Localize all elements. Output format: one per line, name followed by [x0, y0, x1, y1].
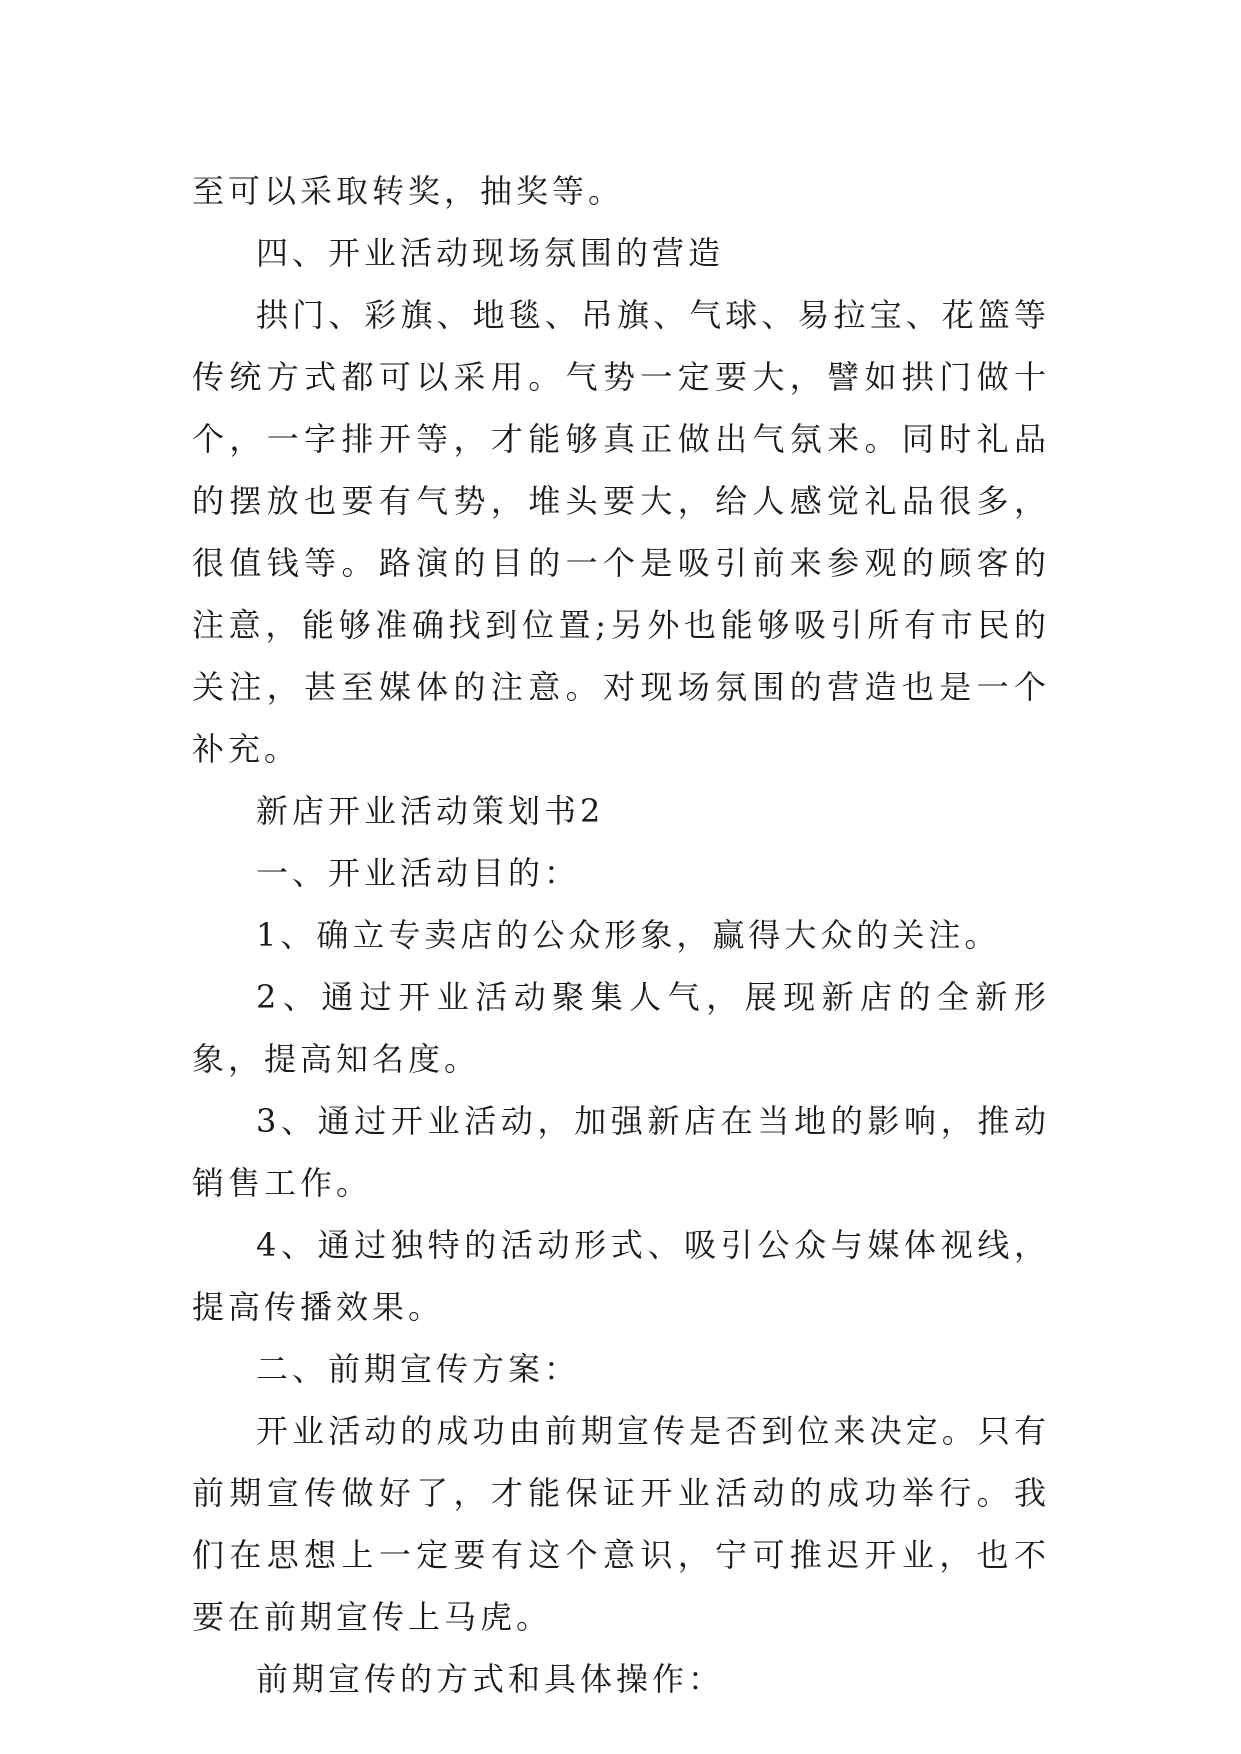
section-heading-purpose: 一、开业活动目的：	[256, 854, 581, 892]
section-heading-promotion: 二、前期宣传方案：	[256, 1350, 581, 1388]
paragraph-atmosphere: 拱门、彩旗、地毯、吊旗、气球、易拉宝、花篮等传统方式都可以采用。气势一定要大，譬如拱门做十个，一字排开等，才能够真正做出气氛来。同时礼品的摆放也要有气势，堆头要大，给人感觉礼品很多，很值钱等。路演的目的一个是吸引前来参观的顾客的注意，能够准确找到位置;另外也能够吸引所有市民的关注，甚至媒体的注意。对现场氛围的营造也是一个补充。	[192, 296, 1050, 768]
document-title-2: 新店开业活动策划书2	[256, 792, 605, 830]
document-body	[192, 160, 1050, 1710]
paragraph-continuation: 至可以采取转奖，抽奖等。	[192, 172, 625, 210]
list-item-purpose-3: 3、通过开业活动，加强新店在当地的影响，推动销售工作。	[192, 1102, 1050, 1202]
list-item-purpose-4: 4、通过独特的活动形式、吸引公众与媒体视线，提高传播效果。	[192, 1226, 1050, 1326]
list-item-purpose-2: 2、通过开业活动聚集人气，展现新店的全新形象，提高知名度。	[192, 978, 1050, 1078]
list-item-purpose-1: 1、确立专卖店的公众形象，赢得大众的关注。	[256, 916, 1001, 954]
paragraph-promotion-methods: 前期宣传的方式和具体操作：	[256, 1660, 725, 1698]
section-heading-atmosphere: 四、开业活动现场氛围的营造	[256, 234, 725, 272]
paragraph-promotion: 开业活动的成功由前期宣传是否到位来决定。只有前期宣传做好了，才能保证开业活动的成功举行。我们在思想上一定要有这个意识，宁可推迟开业，也不要在前期宣传上马虎。	[192, 1412, 1050, 1636]
